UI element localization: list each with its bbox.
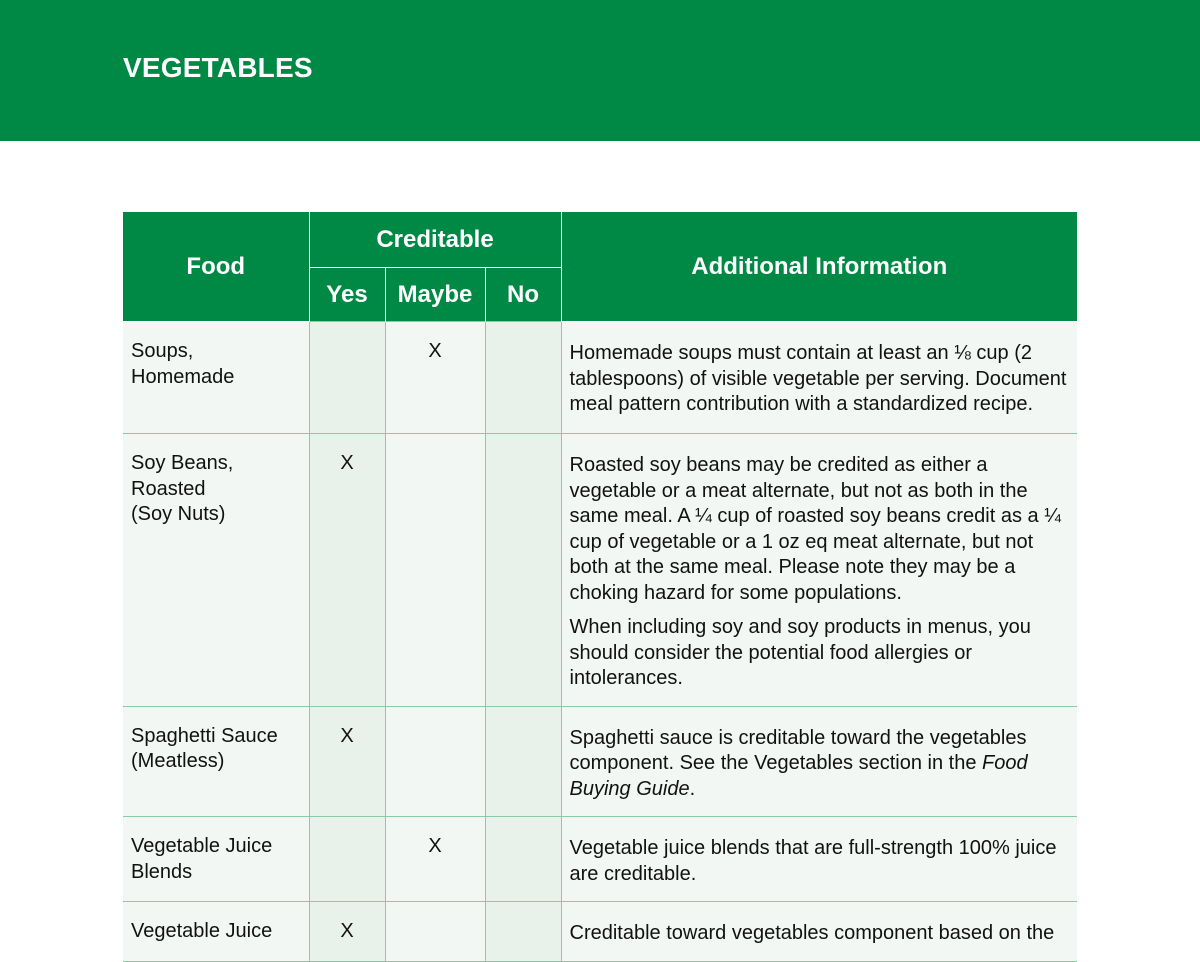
info-paragraph — [570, 453, 1070, 606]
info-text: Spaghetti sauce is creditable toward the vegetables component. See the Vegetables section in the — [569, 726, 1027, 774]
creditable-yes-cell: X — [309, 434, 385, 707]
creditable-no-cell — [485, 322, 561, 434]
table-row — [123, 706, 1077, 817]
food-name-line: (Soy Nuts) — [131, 503, 226, 525]
creditable-no-cell — [485, 817, 561, 902]
additional-information-cell — [561, 817, 1077, 902]
creditable-yes-cell — [309, 322, 385, 434]
header-creditable: Creditable — [309, 212, 561, 268]
crediting-table — [123, 212, 1077, 962]
header-food: Food — [123, 212, 309, 322]
food-name-cell — [123, 322, 309, 434]
table-body — [123, 322, 1077, 962]
info-text: Homemade soups must contain at least an ⅛ cup (2 tablespoons) of visible vegetable per serving. Document meal pattern contribution with a standardized recipe. — [569, 342, 1067, 415]
creditable-maybe-cell — [385, 706, 485, 817]
info-paragraph — [570, 341, 1070, 418]
info-paragraph — [570, 836, 1070, 887]
section-banner — [0, 0, 1200, 141]
header-yes: Yes — [309, 268, 385, 322]
food-name-cell — [123, 817, 309, 902]
creditable-yes-cell: X — [309, 902, 385, 962]
additional-information-cell — [561, 322, 1077, 434]
section-title: VEGETABLES — [123, 52, 313, 83]
additional-information-cell — [561, 706, 1077, 817]
info-text: When including soy and soy products in menus, you should consider the potential food allergies or intolerances. — [569, 616, 1031, 689]
header-maybe: Maybe — [385, 268, 485, 322]
info-paragraph — [570, 921, 1070, 947]
table-row — [123, 817, 1077, 902]
creditable-maybe-cell — [385, 434, 485, 707]
info-text: Vegetable juice blends that are full-strength 100% juice are creditable. — [569, 837, 1057, 885]
creditable-no-cell — [485, 902, 561, 962]
food-name-line: Vegetable Juice — [131, 835, 273, 857]
food-name-cell — [123, 434, 309, 707]
food-name-line: Blends — [131, 860, 193, 883]
info-text: Roasted soy beans may be credited as either a vegetable or a meat alternate, but not as both in the same meal. A ¼ cup of roasted soy beans credit as a ¼ cup of vegetable or a 1 oz eq meat alternate, but not both at the same meal. Please note they may be a choking hazard for some populations. — [569, 454, 1061, 604]
creditable-maybe-cell: X — [385, 817, 485, 902]
food-name-line: Spaghetti Sauce — [131, 724, 278, 747]
info-paragraph — [570, 615, 1070, 692]
creditable-no-cell — [485, 706, 561, 817]
table-row — [123, 434, 1077, 707]
header-additional-information: Additional Information — [561, 212, 1077, 322]
info-text-tail: . — [689, 777, 696, 800]
table-row — [123, 322, 1077, 434]
header-no: No — [485, 268, 561, 322]
creditable-yes-cell: X — [309, 706, 385, 817]
food-name-line: Soups, Homemade — [131, 340, 235, 388]
table-row — [123, 902, 1077, 962]
info-text: Creditable toward vegetables component based on the — [569, 922, 1055, 944]
info-paragraph — [570, 726, 1070, 803]
creditable-yes-cell — [309, 817, 385, 902]
food-name-cell — [123, 706, 309, 817]
additional-information-cell — [561, 434, 1077, 707]
food-name-cell — [123, 902, 309, 962]
creditable-no-cell — [485, 434, 561, 707]
food-name-line: Soy Beans, — [131, 452, 234, 474]
food-name-line: (Meatless) — [131, 750, 225, 772]
guide-title: Food Buying Guide — [569, 752, 1028, 800]
food-name-line: Vegetable Juice — [131, 920, 273, 942]
food-name-line: Roasted — [131, 477, 206, 500]
creditable-maybe-cell — [385, 902, 485, 962]
additional-information-cell — [561, 902, 1077, 962]
creditable-maybe-cell: X — [385, 322, 485, 434]
